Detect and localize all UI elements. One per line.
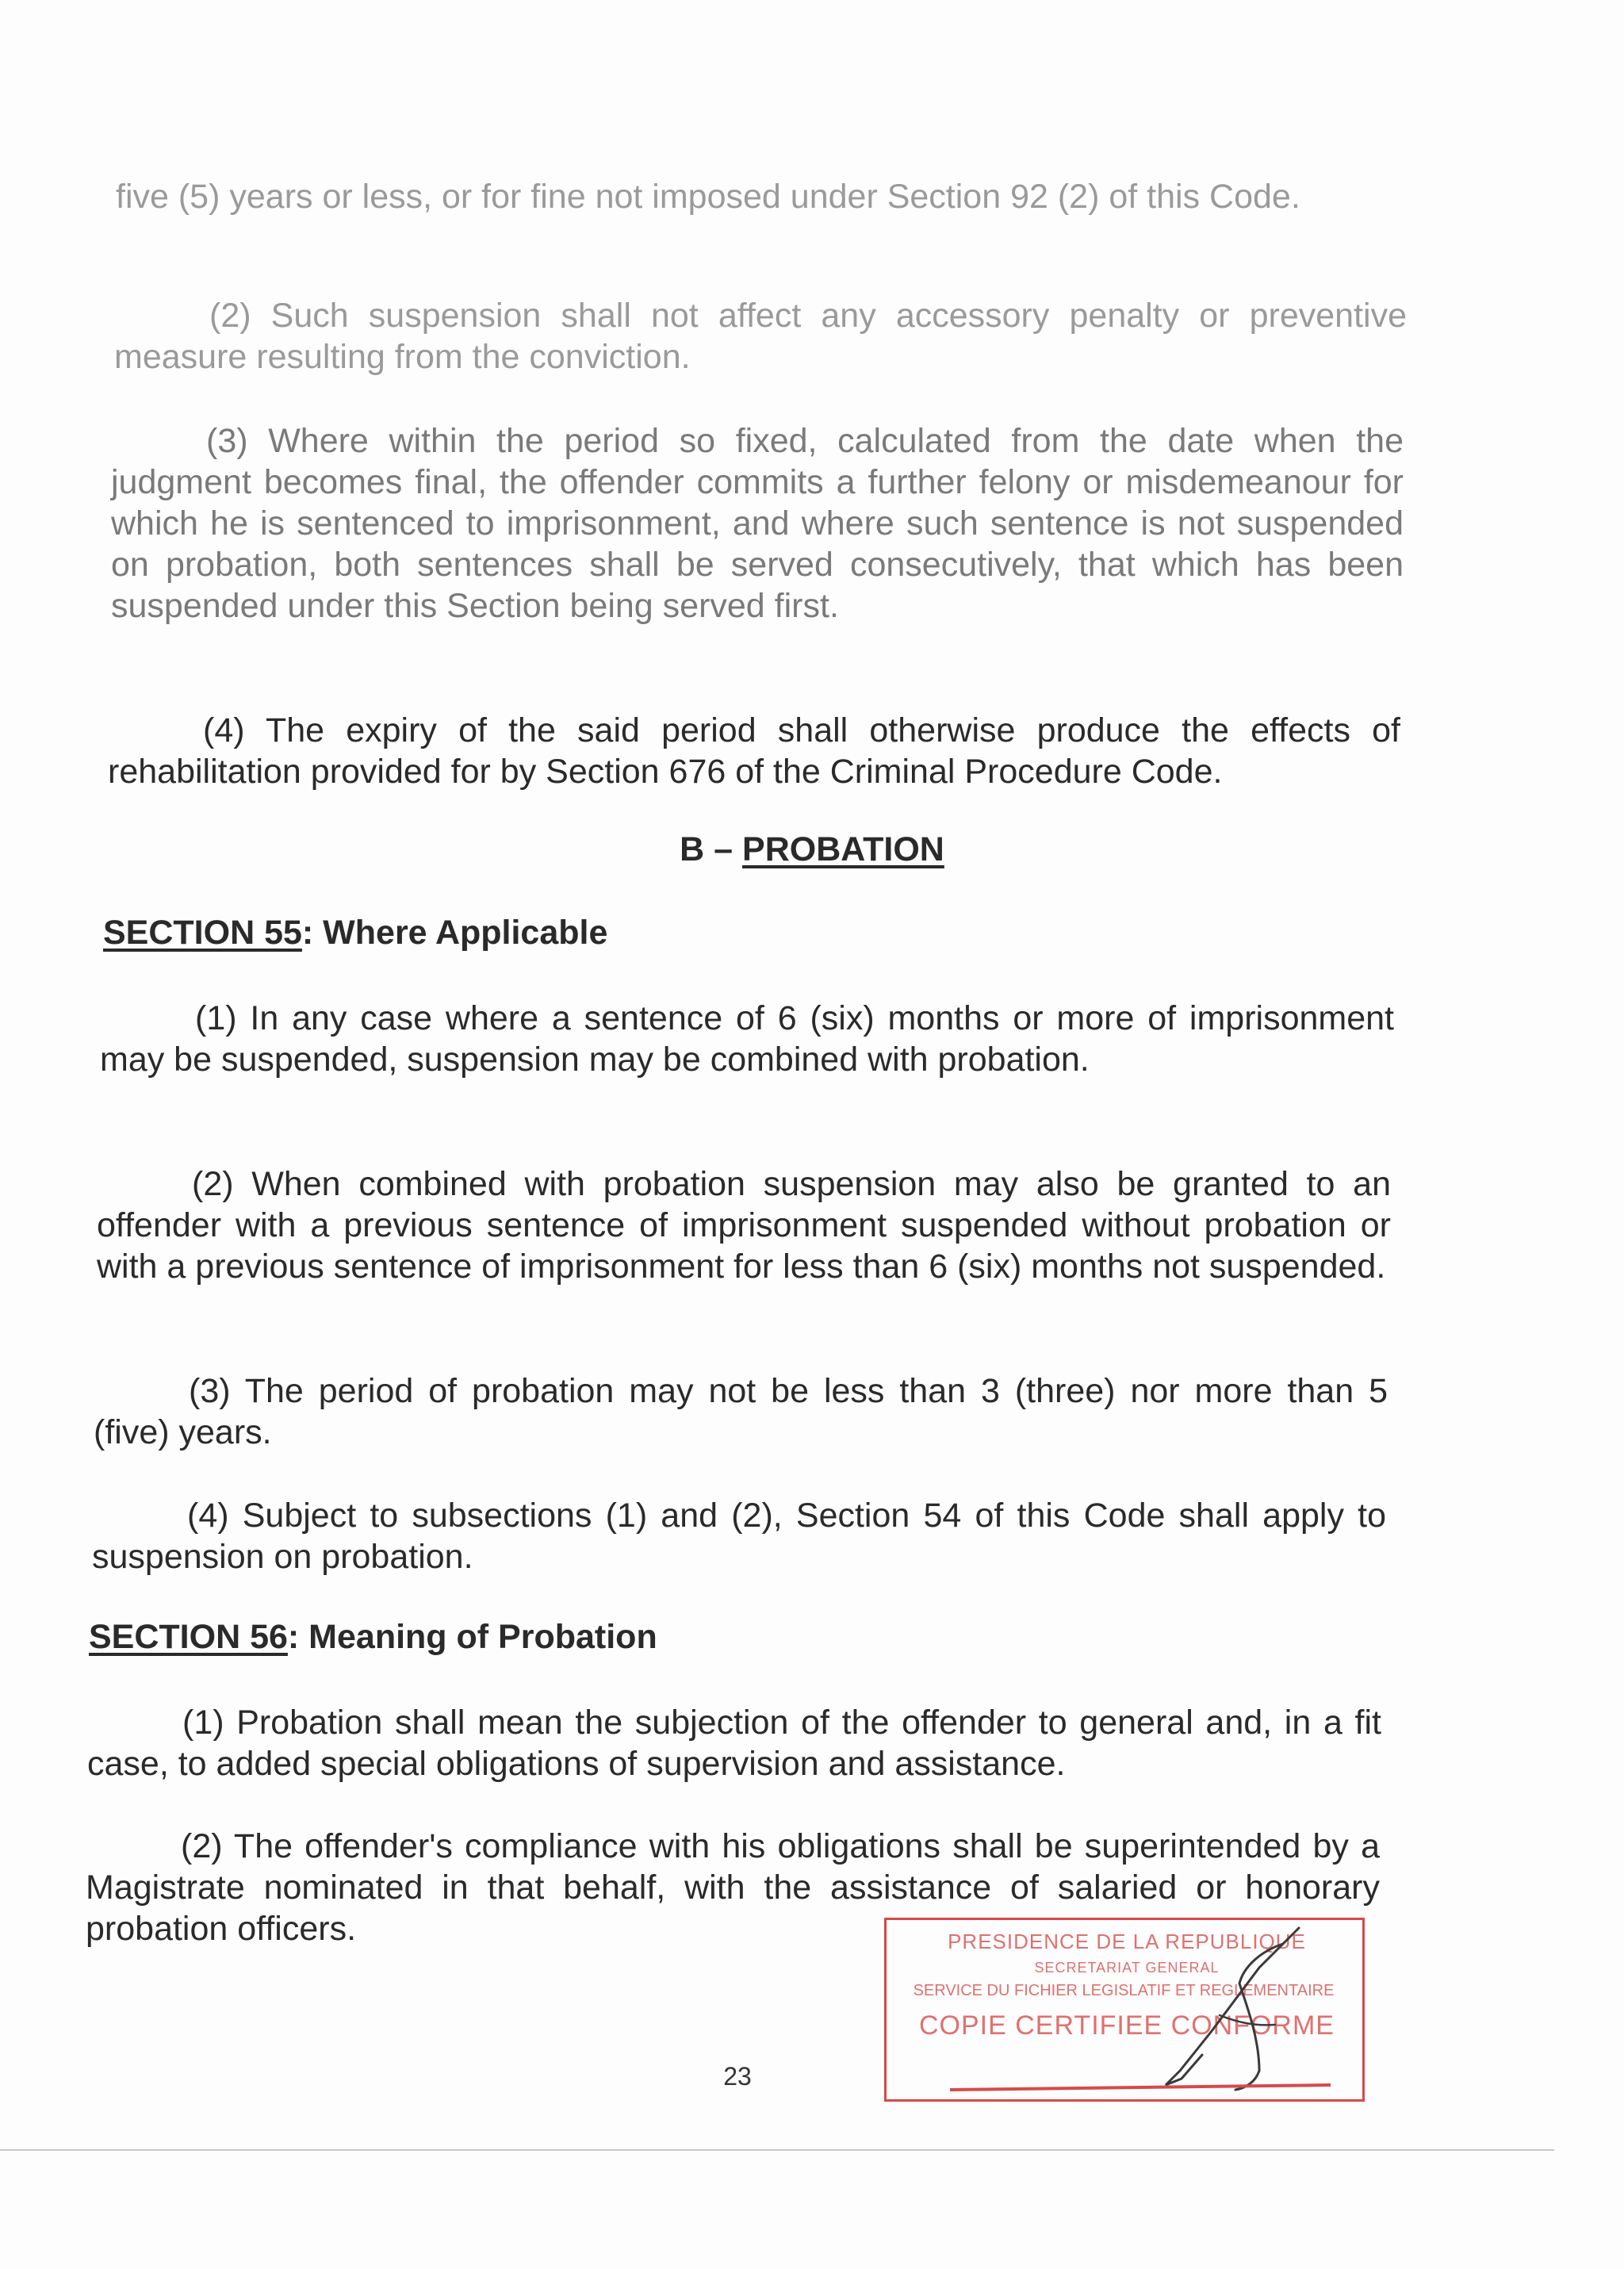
section-56-label: SECTION 56 [89,1618,288,1656]
paragraph-2: (2) Such suspension shall not affect any accessory penalty or preventive measure resulting from the conviction. [114,297,1407,376]
section-55-para-2: (2) When combined with probation suspension may also be granted to an offender with a previous sentence of imprisonment suspended without probation or with a previous sentence of imprisonment for less than 6 (six) months not suspended. [97,1165,1391,1286]
section-55-label: SECTION 55 [103,914,302,952]
section-56-para-2: (2) The offender's compliance with his obligations shall be superintended by a Magistrate nominated in that behalf, with the assistance of salaried or honorary probation officers. [86,1827,1380,1948]
subheading-title: PROBATION [742,830,944,868]
bottom-rule [0,2149,1554,2151]
stamp-line-3: SERVICE DU FICHIER LEGISLATIF ET REGLEMENTAIRE [913,1982,1335,1999]
stamp-line-2: SECRETARIAT GENERAL [1034,1960,1220,1976]
section-55-para-4: (4) Subject to subsections (1) and (2), Section 54 of this Code shall apply to suspension on probation. [92,1497,1386,1576]
section-55-title: : Where Applicable [301,914,608,952]
paragraph-4: (4) The expiry of the said period shall otherwise produce the effects of rehabilitation provided for by Section 676 of the Criminal Procedure Code. [108,711,1400,791]
section-56-title: : Meaning of Probation [287,1618,657,1656]
signature-icon [887,1920,1367,2104]
section-56-para-1: (1) Probation shall mean the subjection of the offender to general and, in a fit case, to added special obligations of supervision and assistance. [87,1704,1381,1783]
subheading-probation [0,830,1624,869]
section-55-heading [103,914,607,952]
section-55-para-3: (3) The period of probation may not be less than 3 (three) nor more than 5 (five) years. [94,1372,1388,1451]
paragraph-fragment: five (5) years or less, or for fine not imposed under Section 92 (2) of this Code. [116,178,1300,216]
paragraph-3: (3) Where within the period so fixed, calculated from the date when the judgment becomes final, the offender commits a further felony or misdemeanour for which he is sentenced to imprisonment, and where such sentence is not suspended on probation, both sentences shall be served consecutively, that which has been suspended under this Section being served first. [111,422,1404,625]
section-56-heading [89,1618,657,1657]
stamp-line-4: COPIE CERTIFIEE CONFORME [919,2010,1335,2041]
subheading-prefix: B – [680,830,743,868]
section-55-para-1: (1) In any case where a sentence of 6 (six) months or more of imprisonment may be suspended, suspension may be combined with probation. [100,999,1394,1079]
stamp-line-1: PRESIDENCE DE LA REPUBLIQUE [948,1930,1306,1953]
certification-stamp [884,1918,1365,2102]
page-number: 23 [723,2062,752,2091]
